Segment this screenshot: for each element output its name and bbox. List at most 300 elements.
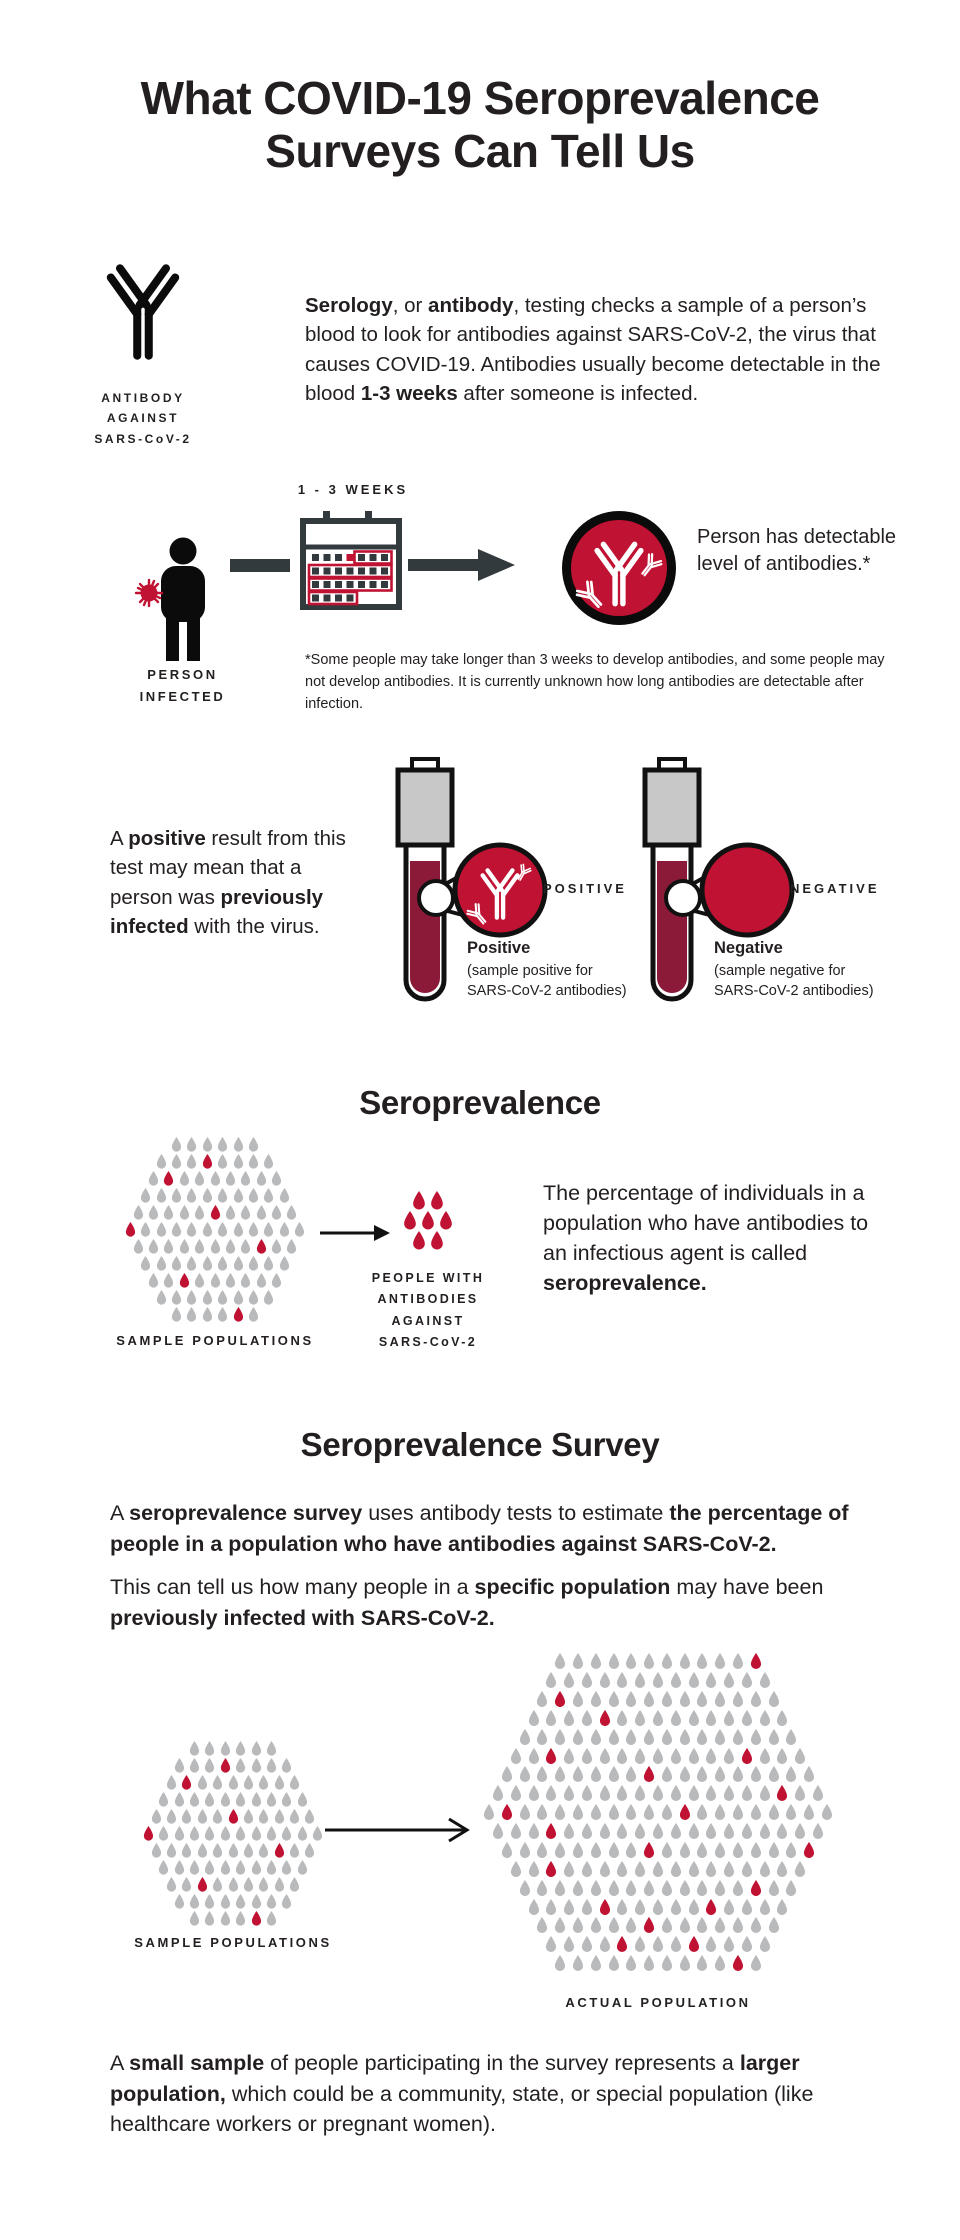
gray-droplet-icon (186, 1307, 197, 1322)
gray-droplet-icon (225, 1239, 236, 1254)
gray-droplet-icon (156, 1256, 167, 1271)
gray-droplet-icon (679, 1691, 691, 1708)
gray-droplet-icon (652, 1899, 664, 1916)
gray-droplet-icon (210, 1239, 221, 1254)
droplet-row (525, 1709, 792, 1728)
droplet-row (534, 1916, 783, 1935)
gray-droplet-icon (634, 1710, 646, 1727)
zoom-callout-circle-icon (419, 881, 453, 915)
gray-droplet-icon (670, 1823, 682, 1840)
gray-droplet-icon (652, 1710, 664, 1727)
gray-droplet-icon (661, 1653, 673, 1670)
gray-droplet-icon (750, 1955, 762, 1972)
gray-droplet-icon (528, 1899, 540, 1916)
droplet-row (498, 1765, 818, 1784)
gray-droplet-icon (174, 1826, 185, 1841)
droplet-row (164, 1876, 302, 1893)
gray-droplet-icon (174, 1758, 185, 1773)
gray-droplet-icon (166, 1843, 177, 1858)
arrow-right-icon (325, 1816, 473, 1844)
gray-droplet-icon (759, 1936, 771, 1953)
red-droplet-icon (803, 1842, 815, 1859)
gray-droplet-icon (217, 1256, 228, 1271)
sample-population-hexagon (120, 1136, 310, 1323)
gray-droplet-icon (634, 1672, 646, 1689)
gray-droplet-icon (202, 1188, 213, 1203)
gray-droplet-icon (194, 1171, 205, 1186)
droplet-row (187, 1910, 279, 1927)
gray-droplet-icon (536, 1766, 548, 1783)
gray-droplet-icon (688, 1710, 700, 1727)
gray-droplet-icon (581, 1710, 593, 1727)
gray-droplet-icon (235, 1826, 246, 1841)
gray-droplet-icon (652, 1672, 664, 1689)
gray-droplet-icon (228, 1843, 239, 1858)
gray-droplet-icon (661, 1691, 673, 1708)
gray-droplet-icon (194, 1273, 205, 1288)
actual-population-label: ACTUAL POPULATION (565, 1995, 751, 2010)
gray-droplet-icon (741, 1823, 753, 1840)
gray-droplet-icon (294, 1222, 305, 1237)
gray-droplet-icon (679, 1729, 691, 1746)
red-droplet-icon (750, 1653, 762, 1670)
gray-droplet-icon (171, 1256, 182, 1271)
droplet-row (156, 1859, 310, 1876)
droplet-row (410, 1230, 446, 1250)
gray-droplet-icon (197, 1775, 208, 1790)
gray-droplet-icon (732, 1880, 744, 1897)
gray-droplet-icon (554, 1729, 566, 1746)
gray-droplet-icon (235, 1894, 246, 1909)
gray-droplet-icon (794, 1785, 806, 1802)
weeks-label: 1 - 3 WEEKS (297, 482, 409, 497)
gray-droplet-icon (768, 1766, 780, 1783)
gray-droplet-icon (133, 1239, 144, 1254)
gray-droplet-icon (166, 1877, 177, 1892)
gray-droplet-icon (528, 1710, 540, 1727)
gray-droplet-icon (212, 1843, 223, 1858)
gray-droplet-icon (688, 1672, 700, 1689)
gray-droplet-icon (670, 1899, 682, 1916)
gray-droplet-icon (519, 1804, 531, 1821)
red-droplet-icon (599, 1710, 611, 1727)
gray-droplet-icon (151, 1809, 162, 1824)
red-droplet-icon (750, 1880, 762, 1897)
gray-droplet-icon (210, 1273, 221, 1288)
gray-droplet-icon (652, 1748, 664, 1765)
gray-droplet-icon (233, 1137, 244, 1152)
red-droplet-icon (679, 1804, 691, 1821)
gray-droplet-icon (235, 1792, 246, 1807)
positive-caption-desc: (sample positive for SARS-CoV-2 antibodies) (467, 962, 627, 999)
gray-droplet-icon (220, 1860, 231, 1875)
gray-droplet-icon (581, 1748, 593, 1765)
gray-droplet-icon (148, 1171, 159, 1186)
droplet-row (507, 1860, 809, 1879)
gray-droplet-icon (608, 1653, 620, 1670)
footnote-text: *Some people may take longer than 3 weeks to develop antibodies, and some people may not develop antibodies. It is currently unknown how long antibodies are detectable after infection. (305, 652, 885, 712)
antibody-y-icon (98, 262, 188, 374)
gray-droplet-icon (705, 1785, 717, 1802)
gray-droplet-icon (776, 1748, 788, 1765)
gray-droplet-icon (202, 1307, 213, 1322)
gray-droplet-icon (166, 1809, 177, 1824)
gray-droplet-icon (572, 1766, 584, 1783)
droplet-row (169, 1136, 261, 1153)
gray-droplet-icon (572, 1653, 584, 1670)
negative-zoom-label: NEGATIVE (790, 881, 880, 896)
gray-droplet-icon (212, 1809, 223, 1824)
droplet-row (146, 1170, 284, 1187)
gray-droplet-icon (297, 1860, 308, 1875)
gray-droplet-icon (202, 1256, 213, 1271)
arrow-shaft (230, 559, 290, 572)
gray-droplet-icon (158, 1792, 169, 1807)
droplet-row (534, 1690, 783, 1709)
gray-droplet-icon (233, 1154, 244, 1169)
gray-droplet-icon (759, 1823, 771, 1840)
gray-droplet-icon (171, 1222, 182, 1237)
gray-droplet-icon (248, 1188, 259, 1203)
gray-droplet-icon (281, 1894, 292, 1909)
gray-droplet-icon (233, 1290, 244, 1305)
gray-droplet-icon (705, 1823, 717, 1840)
droplet-row (498, 1841, 818, 1860)
gray-droplet-icon (572, 1842, 584, 1859)
gray-droplet-icon (643, 1880, 655, 1897)
gray-droplet-icon (759, 1785, 771, 1802)
coronavirus-icon (136, 580, 162, 606)
actual-population-hexagon (468, 1652, 848, 1973)
red-droplet-icon (732, 1955, 744, 1972)
gray-droplet-icon (643, 1691, 655, 1708)
red-droplet-icon (403, 1211, 417, 1230)
gray-droplet-icon (634, 1899, 646, 1916)
red-droplet-icon (501, 1804, 513, 1821)
gray-droplet-icon (248, 1256, 259, 1271)
gray-droplet-icon (281, 1826, 292, 1841)
droplet-row (489, 1784, 827, 1803)
gray-droplet-icon (759, 1861, 771, 1878)
gray-droplet-icon (750, 1804, 762, 1821)
gray-droplet-icon (590, 1804, 602, 1821)
gray-droplet-icon (759, 1710, 771, 1727)
red-droplet-icon (643, 1842, 655, 1859)
red-droplet-icon (741, 1748, 753, 1765)
gray-droplet-icon (204, 1860, 215, 1875)
gray-droplet-icon (225, 1171, 236, 1186)
gray-droplet-icon (266, 1860, 277, 1875)
gray-droplet-icon (723, 1672, 735, 1689)
gray-droplet-icon (251, 1860, 262, 1875)
gray-droplet-icon (768, 1880, 780, 1897)
gray-droplet-icon (545, 1785, 557, 1802)
gray-droplet-icon (776, 1899, 788, 1916)
gray-droplet-icon (572, 1880, 584, 1897)
gray-droplet-icon (235, 1741, 246, 1756)
gray-droplet-icon (263, 1256, 274, 1271)
gray-droplet-icon (220, 1911, 231, 1926)
gray-droplet-icon (732, 1653, 744, 1670)
droplet-row (410, 1190, 446, 1210)
gray-droplet-icon (785, 1766, 797, 1783)
gray-droplet-icon (510, 1861, 522, 1878)
gray-droplet-icon (156, 1222, 167, 1237)
gray-droplet-icon (590, 1691, 602, 1708)
gray-droplet-icon (625, 1917, 637, 1934)
gray-droplet-icon (297, 1792, 308, 1807)
gray-droplet-icon (536, 1917, 548, 1934)
red-droplet-icon (233, 1307, 244, 1322)
survey-heading: Seroprevalence Survey (300, 1426, 660, 1463)
gray-droplet-icon (794, 1861, 806, 1878)
gray-droplet-icon (204, 1826, 215, 1841)
gray-droplet-icon (696, 1766, 708, 1783)
gray-droplet-icon (304, 1843, 315, 1858)
gray-droplet-icon (528, 1748, 540, 1765)
red-droplet-icon (125, 1222, 136, 1237)
droplet-row (489, 1822, 827, 1841)
gray-droplet-icon (723, 1710, 735, 1727)
gray-droplet-icon (271, 1239, 282, 1254)
gray-droplet-icon (274, 1877, 285, 1892)
gray-droplet-icon (750, 1917, 762, 1934)
gray-droplet-icon (634, 1823, 646, 1840)
antibody-icon-caption: ANTIBODY AGAINST SARS-CoV-2 (94, 391, 192, 446)
gray-droplet-icon (217, 1188, 228, 1203)
gray-droplet-icon (768, 1917, 780, 1934)
gray-droplet-icon (286, 1205, 297, 1220)
gray-droplet-icon (174, 1894, 185, 1909)
gray-droplet-icon (148, 1273, 159, 1288)
gray-droplet-icon (189, 1758, 200, 1773)
gray-droplet-icon (705, 1672, 717, 1689)
gray-droplet-icon (572, 1917, 584, 1934)
gray-droplet-icon (785, 1804, 797, 1821)
gray-droplet-icon (581, 1861, 593, 1878)
gray-droplet-icon (263, 1154, 274, 1169)
gray-droplet-icon (204, 1792, 215, 1807)
gray-droplet-icon (670, 1785, 682, 1802)
gray-droplet-icon (643, 1804, 655, 1821)
droplet-row (146, 1272, 284, 1289)
gray-droplet-icon (286, 1239, 297, 1254)
arrow-right-icon (320, 1222, 390, 1244)
gray-droplet-icon (581, 1672, 593, 1689)
gray-droplet-icon (776, 1861, 788, 1878)
gray-droplet-icon (189, 1792, 200, 1807)
gray-droplet-icon (634, 1748, 646, 1765)
gray-droplet-icon (590, 1729, 602, 1746)
gray-droplet-icon (217, 1222, 228, 1237)
gray-droplet-icon (785, 1729, 797, 1746)
gray-droplet-icon (696, 1880, 708, 1897)
gray-droplet-icon (189, 1894, 200, 1909)
gray-droplet-icon (563, 1710, 575, 1727)
gray-droplet-icon (652, 1785, 664, 1802)
gray-droplet-icon (256, 1171, 267, 1186)
gray-droplet-icon (248, 1307, 259, 1322)
gray-droplet-icon (163, 1239, 174, 1254)
gray-droplet-icon (156, 1154, 167, 1169)
gray-droplet-icon (243, 1843, 254, 1858)
gray-droplet-icon (608, 1842, 620, 1859)
gray-droplet-icon (510, 1748, 522, 1765)
gray-droplet-icon (151, 1843, 162, 1858)
red-droplet-icon (688, 1936, 700, 1953)
red-droplet-icon (430, 1231, 444, 1250)
gray-droplet-icon (616, 1823, 628, 1840)
gray-droplet-icon (670, 1710, 682, 1727)
gray-droplet-icon (768, 1729, 780, 1746)
gray-droplet-icon (266, 1826, 277, 1841)
gray-droplet-icon (714, 1842, 726, 1859)
droplet-row (123, 1221, 308, 1238)
gray-droplet-icon (794, 1823, 806, 1840)
gray-droplet-icon (536, 1691, 548, 1708)
gray-droplet-icon (554, 1766, 566, 1783)
gray-droplet-icon (590, 1653, 602, 1670)
survey-sample-hexagon (138, 1740, 328, 1927)
gray-droplet-icon (528, 1861, 540, 1878)
gray-droplet-icon (258, 1843, 269, 1858)
gray-droplet-icon (599, 1861, 611, 1878)
survey-paragraph-2: This can tell us how many people in a specific population may have been previously infected with SARS-CoV-2. (110, 1575, 824, 1631)
gray-droplet-icon (661, 1880, 673, 1897)
red-droplet-icon (412, 1191, 426, 1210)
gray-droplet-icon (251, 1758, 262, 1773)
red-droplet-icon (616, 1936, 628, 1953)
gray-droplet-icon (186, 1154, 197, 1169)
gray-droplet-icon (625, 1880, 637, 1897)
gray-droplet-icon (256, 1205, 267, 1220)
gray-droplet-icon (679, 1842, 691, 1859)
gray-droplet-icon (679, 1653, 691, 1670)
droplet-row (130, 1238, 299, 1255)
droplet-row (141, 1825, 326, 1842)
gray-droplet-icon (271, 1205, 282, 1220)
gray-droplet-icon (228, 1877, 239, 1892)
gray-droplet-icon (581, 1785, 593, 1802)
gray-droplet-icon (225, 1273, 236, 1288)
gray-droplet-icon (174, 1860, 185, 1875)
gray-droplet-icon (210, 1171, 221, 1186)
gray-droplet-icon (714, 1766, 726, 1783)
gray-droplet-icon (705, 1861, 717, 1878)
gray-droplet-icon (519, 1766, 531, 1783)
gray-droplet-icon (625, 1842, 637, 1859)
red-droplet-icon (179, 1273, 190, 1288)
gray-droplet-icon (572, 1691, 584, 1708)
gray-droplet-icon (251, 1894, 262, 1909)
droplet-row (542, 1671, 773, 1690)
page-title-line1: What COVID-19 Seroprevalence (140, 72, 820, 124)
gray-droplet-icon (741, 1672, 753, 1689)
red-droplet-icon (197, 1877, 208, 1892)
gray-droplet-icon (179, 1205, 190, 1220)
gray-droplet-icon (220, 1741, 231, 1756)
gray-droplet-icon (696, 1842, 708, 1859)
gray-droplet-icon (263, 1222, 274, 1237)
gray-droplet-icon (803, 1766, 815, 1783)
gray-droplet-icon (652, 1861, 664, 1878)
gray-droplet-icon (759, 1899, 771, 1916)
red-droplet-icon (643, 1766, 655, 1783)
gray-droplet-icon (599, 1672, 611, 1689)
gray-droplet-icon (171, 1290, 182, 1305)
gray-droplet-icon (803, 1804, 815, 1821)
gray-droplet-icon (563, 1899, 575, 1916)
gray-droplet-icon (240, 1205, 251, 1220)
gray-droplet-icon (661, 1955, 673, 1972)
gray-droplet-icon (688, 1861, 700, 1878)
gray-droplet-icon (590, 1842, 602, 1859)
gray-droplet-icon (171, 1307, 182, 1322)
droplet-row (148, 1842, 317, 1859)
gray-droplet-icon (732, 1917, 744, 1934)
red-droplet-icon (210, 1205, 221, 1220)
gray-droplet-icon (616, 1899, 628, 1916)
gray-droplet-icon (625, 1691, 637, 1708)
gray-droplet-icon (212, 1775, 223, 1790)
seroprevalence-paragraph: The percentage of individuals in a population who have antibodies to an infectious agent is called seroprevalence. (543, 1181, 869, 1296)
gray-droplet-icon (759, 1748, 771, 1765)
gray-droplet-icon (670, 1861, 682, 1878)
gray-droplet-icon (171, 1137, 182, 1152)
gray-droplet-icon (696, 1917, 708, 1934)
gray-droplet-icon (217, 1307, 228, 1322)
gray-droplet-icon (240, 1273, 251, 1288)
gray-droplet-icon (220, 1826, 231, 1841)
droplet-row (172, 1893, 295, 1910)
red-droplet-icon (705, 1899, 717, 1916)
gray-droplet-icon (166, 1775, 177, 1790)
red-droplet-icon (421, 1211, 435, 1230)
gray-droplet-icon (812, 1823, 824, 1840)
gray-droplet-icon (189, 1826, 200, 1841)
gray-droplet-icon (171, 1188, 182, 1203)
gray-droplet-icon (133, 1205, 144, 1220)
gray-droplet-icon (545, 1710, 557, 1727)
gray-droplet-icon (174, 1792, 185, 1807)
gray-droplet-icon (179, 1171, 190, 1186)
gray-droplet-icon (688, 1748, 700, 1765)
gray-droplet-icon (186, 1290, 197, 1305)
gray-droplet-icon (581, 1899, 593, 1916)
antibody-people-cluster (398, 1190, 458, 1250)
gray-droplet-icon (812, 1785, 824, 1802)
gray-droplet-icon (732, 1842, 744, 1859)
gray-droplet-icon (670, 1748, 682, 1765)
arrow-right-icon (408, 549, 515, 581)
gray-droplet-icon (661, 1804, 673, 1821)
gray-droplet-icon (279, 1222, 290, 1237)
red-droplet-icon (143, 1826, 154, 1841)
droplet-row (172, 1757, 295, 1774)
gray-droplet-icon (714, 1955, 726, 1972)
red-droplet-icon (202, 1154, 213, 1169)
gray-droplet-icon (608, 1691, 620, 1708)
red-droplet-icon (776, 1785, 788, 1802)
red-droplet-icon (274, 1843, 285, 1858)
gray-droplet-icon (714, 1691, 726, 1708)
gray-droplet-icon (608, 1766, 620, 1783)
droplet-row (164, 1774, 302, 1791)
gray-droplet-icon (271, 1273, 282, 1288)
gray-droplet-icon (608, 1917, 620, 1934)
gray-droplet-icon (181, 1809, 192, 1824)
gray-droplet-icon (572, 1804, 584, 1821)
